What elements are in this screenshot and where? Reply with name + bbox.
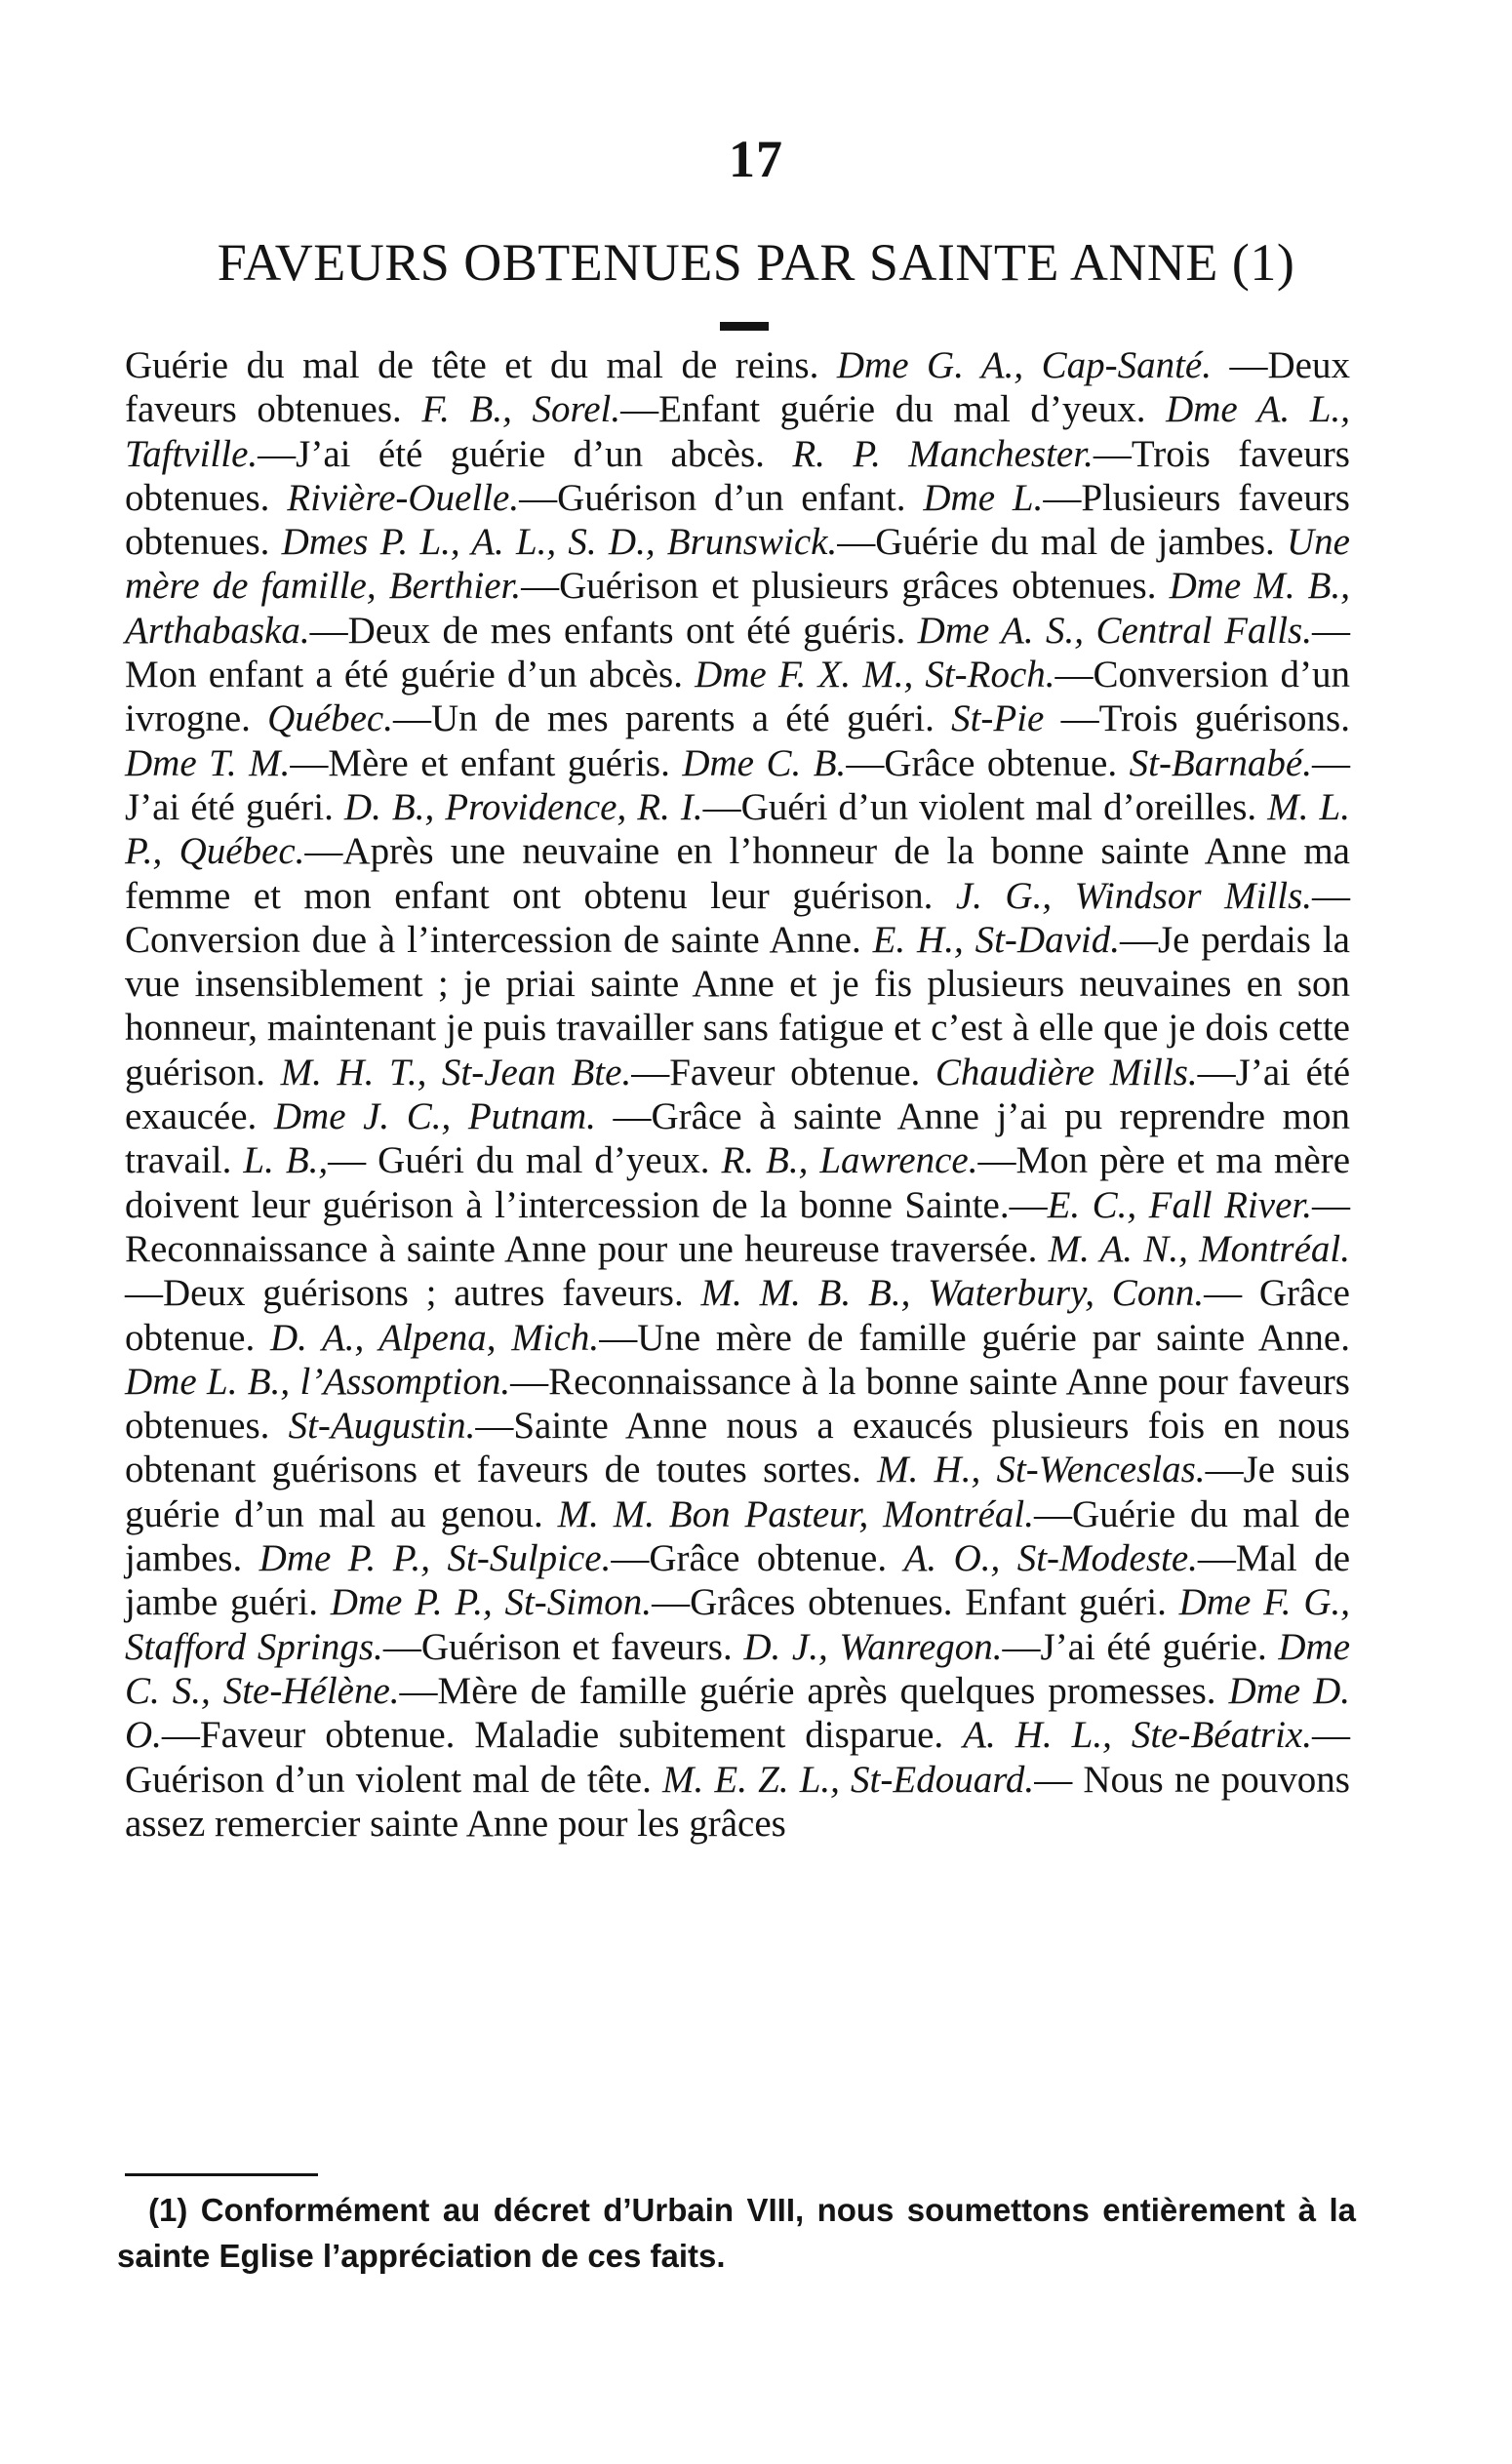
favor-attribution: R. B., Lawrence. xyxy=(721,1139,978,1182)
favor-text: —Mère de famille guérie après quelques promesses. xyxy=(399,1669,1229,1712)
favor-text: —Trois faveurs obtenues. xyxy=(125,432,1350,519)
favor-attribution: M. H., St-Wenceslas. xyxy=(877,1449,1206,1491)
favor-attribution: Dme M. B., Arthabaska. xyxy=(125,565,1351,652)
favor-attribution: F. B., Sorel. xyxy=(421,388,621,431)
favor-attribution: Dme J. C., Putnam. xyxy=(273,1095,596,1138)
footnote: (1) Conformément au décret d’Urbain VIII, nous soumettons entièrement à la sainte Eglise l’appréciation de ces faits. xyxy=(117,2192,1356,2274)
title-divider xyxy=(720,322,769,331)
favor-text: —Mon père et ma mère doivent leur guérison à l’intercession de la bonne Sainte.— xyxy=(125,1139,1350,1226)
favor-text: —Enfant guérie du mal d’yeux. xyxy=(620,388,1167,431)
favor-attribution: Dme F. X. M., St-Roch. xyxy=(695,654,1055,696)
favor-text: —Plusieurs faveurs obtenues. xyxy=(125,476,1350,564)
favor-attribution: Dme C. S., Ste-Hélène. xyxy=(125,1625,1350,1712)
favor-text: —Grâce obtenue. xyxy=(846,741,1130,784)
favor-attribution: M. M. Bon Pasteur, Montréal. xyxy=(557,1492,1035,1535)
favor-attribution: A. H. L., Ste-Béatrix. xyxy=(963,1714,1312,1757)
favor-text: —Guérison d’un enfant. xyxy=(519,476,924,519)
favor-text: —Un de mes parents a été guéri. xyxy=(392,697,952,740)
favor-text: Guérie du mal de tête et du mal de reins. xyxy=(125,344,837,386)
favor-text: —Mon enfant a été guérie d’un abcès. xyxy=(125,609,1350,696)
favor-text: —Guérison et plusieurs grâces obtenues. xyxy=(521,565,1170,608)
favor-attribution: Dme L. xyxy=(923,476,1044,519)
favor-attribution: St-Pie xyxy=(951,697,1045,740)
favor-attribution: R. P. Manchester. xyxy=(792,432,1094,475)
favor-text: —J’ai été guérie. xyxy=(1002,1625,1279,1668)
favor-attribution: E. C., Fall River. xyxy=(1047,1183,1312,1226)
favor-text: —Une mère de famille guérie par sainte Anne. xyxy=(599,1316,1350,1359)
favor-text: —Je perdais la vue insensiblement ; je priai sainte Anne et je fis plusieurs neuvaines en son honneur, maintenant je puis travailler sans fatigue et c’est à elle que je dois cette guérison. xyxy=(125,918,1350,1093)
favor-attribution: D. B., Providence, R. I. xyxy=(343,785,703,828)
favor-text: —Conversion due à l’intercession de sainte Anne. xyxy=(125,874,1350,961)
favor-text: — Guéri du mal d’yeux. xyxy=(328,1139,722,1182)
favor-attribution: St-Augustin. xyxy=(288,1405,476,1448)
favor-text: —Guérison et faveurs. xyxy=(382,1625,744,1668)
favor-text: —Deux faveurs obtenues. xyxy=(125,344,1350,431)
favor-text: —Grâce à sainte Anne j’ai pu reprendre mon travail. xyxy=(125,1095,1350,1182)
favor-attribution: L. B., xyxy=(243,1139,329,1182)
favor-attribution: D. A., Alpena, Mich. xyxy=(269,1316,600,1359)
favor-text: —Mal de jambe guéri. xyxy=(125,1537,1351,1624)
favor-text: —J’ai été guéri. xyxy=(125,741,1350,828)
favor-text: —Trois guérisons. xyxy=(1044,697,1350,740)
favor-attribution: J. G., Windsor Mills. xyxy=(955,874,1312,917)
favor-text: —Guérie du mal de jambes. xyxy=(125,1492,1351,1580)
favor-attribution: Dme L. B., l’Assomption. xyxy=(125,1360,511,1403)
favor-attribution: Dme P. P., St-Simon. xyxy=(330,1581,653,1624)
favor-attribution: Québec. xyxy=(267,697,393,740)
favor-text: —Après une neuvaine en l’honneur de la bonne sainte Anne ma femme et mon enfant ont obtenu leur guérison. xyxy=(125,830,1350,917)
favor-attribution: Chaudière Mills. xyxy=(935,1051,1198,1093)
favor-attribution: Dme F. G., Stafford Springs. xyxy=(125,1581,1350,1668)
favor-attribution: A. O., St-Modeste. xyxy=(903,1537,1198,1580)
favor-text: —Grâce obtenue. xyxy=(611,1537,904,1580)
favor-attribution: Rivière-Ouelle. xyxy=(287,476,520,519)
favor-text: —Reconnaissance à la bonne sainte Anne pour faveurs obtenues. xyxy=(125,1360,1350,1448)
page-title: FAVEURS OBTENUES PAR SAINTE ANNE (1) xyxy=(217,233,1295,292)
favor-attribution: Dme P. P., St-Sulpice. xyxy=(259,1537,612,1580)
favor-attribution: Dme D. O. xyxy=(125,1669,1350,1757)
favor-attribution: Dme C. B. xyxy=(682,741,847,784)
favor-text: —Guéri d’un violent mal d’oreilles. xyxy=(702,785,1268,828)
favor-attribution: M. E. Z. L., St-Edouard. xyxy=(662,1758,1035,1801)
favor-attribution: M. H. T., St-Jean Bte. xyxy=(280,1051,632,1093)
page-number: 17 xyxy=(729,130,783,188)
favor-text: —Deux de mes enfants ont été guéris. xyxy=(309,609,918,652)
favor-text: —Faveur obtenue. Maladie subitement disparue. xyxy=(161,1714,964,1757)
favor-attribution: E. H., St-David. xyxy=(872,918,1120,961)
favor-attribution: D. J., Wanregon. xyxy=(743,1625,1003,1668)
favor-attribution: Dme A. L., Taftville. xyxy=(125,388,1350,475)
favor-text: — Grâce obtenue. xyxy=(125,1272,1350,1359)
favor-text: —Sainte Anne nous a exaucés plusieurs fois en nous obtenant guérisons et faveurs de toutes sortes. xyxy=(125,1405,1350,1491)
favor-text: —J’ai été exaucée. xyxy=(125,1051,1351,1138)
favor-text: —Grâces obtenues. Enfant guéri. xyxy=(652,1581,1179,1624)
favor-text: —Deux guérisons ; autres faveurs. xyxy=(125,1272,701,1315)
favor-attribution: St-Barnabé. xyxy=(1129,741,1312,784)
favor-attribution: M. A. N., Montréal. xyxy=(1048,1227,1350,1270)
favor-text: —Mère et enfant guéris. xyxy=(290,741,683,784)
favors-list-paragraph xyxy=(125,343,1350,1846)
footnote-divider xyxy=(125,2173,318,2176)
favor-text: —Je suis guérie d’un mal au genou. xyxy=(125,1449,1350,1535)
favor-attribution: Une mère de famille, Berthier. xyxy=(125,521,1350,608)
favor-attribution: M. L. P., Québec. xyxy=(125,785,1350,873)
favor-text: —Faveur obtenue. xyxy=(631,1051,935,1093)
favor-attribution: Dmes P. L., A. L., S. D., Brunswick. xyxy=(281,521,838,564)
favor-text: —Guérie du mal de jambes. xyxy=(837,521,1288,564)
favor-text: — Guérison d’un violent mal de tête. xyxy=(125,1714,1350,1801)
favor-attribution: M. M. B. B., Waterbury, Conn. xyxy=(700,1272,1205,1315)
favor-attribution: Dme G. A., Cap-Santé. xyxy=(836,344,1212,386)
favor-text: —Reconnaissance à sainte Anne pour une heureuse traversée. xyxy=(125,1183,1350,1270)
favor-text: — Nous ne pouvons assez remercier sainte Anne pour les grâces xyxy=(125,1758,1350,1845)
favor-text: —J’ai été guérie d’un abcès. xyxy=(258,432,793,475)
favor-attribution: Dme T. M. xyxy=(125,741,291,784)
favor-text: —Conversion d’un ivrogne. xyxy=(125,654,1350,740)
favor-attribution: Dme A. S., Central Falls. xyxy=(917,609,1312,652)
